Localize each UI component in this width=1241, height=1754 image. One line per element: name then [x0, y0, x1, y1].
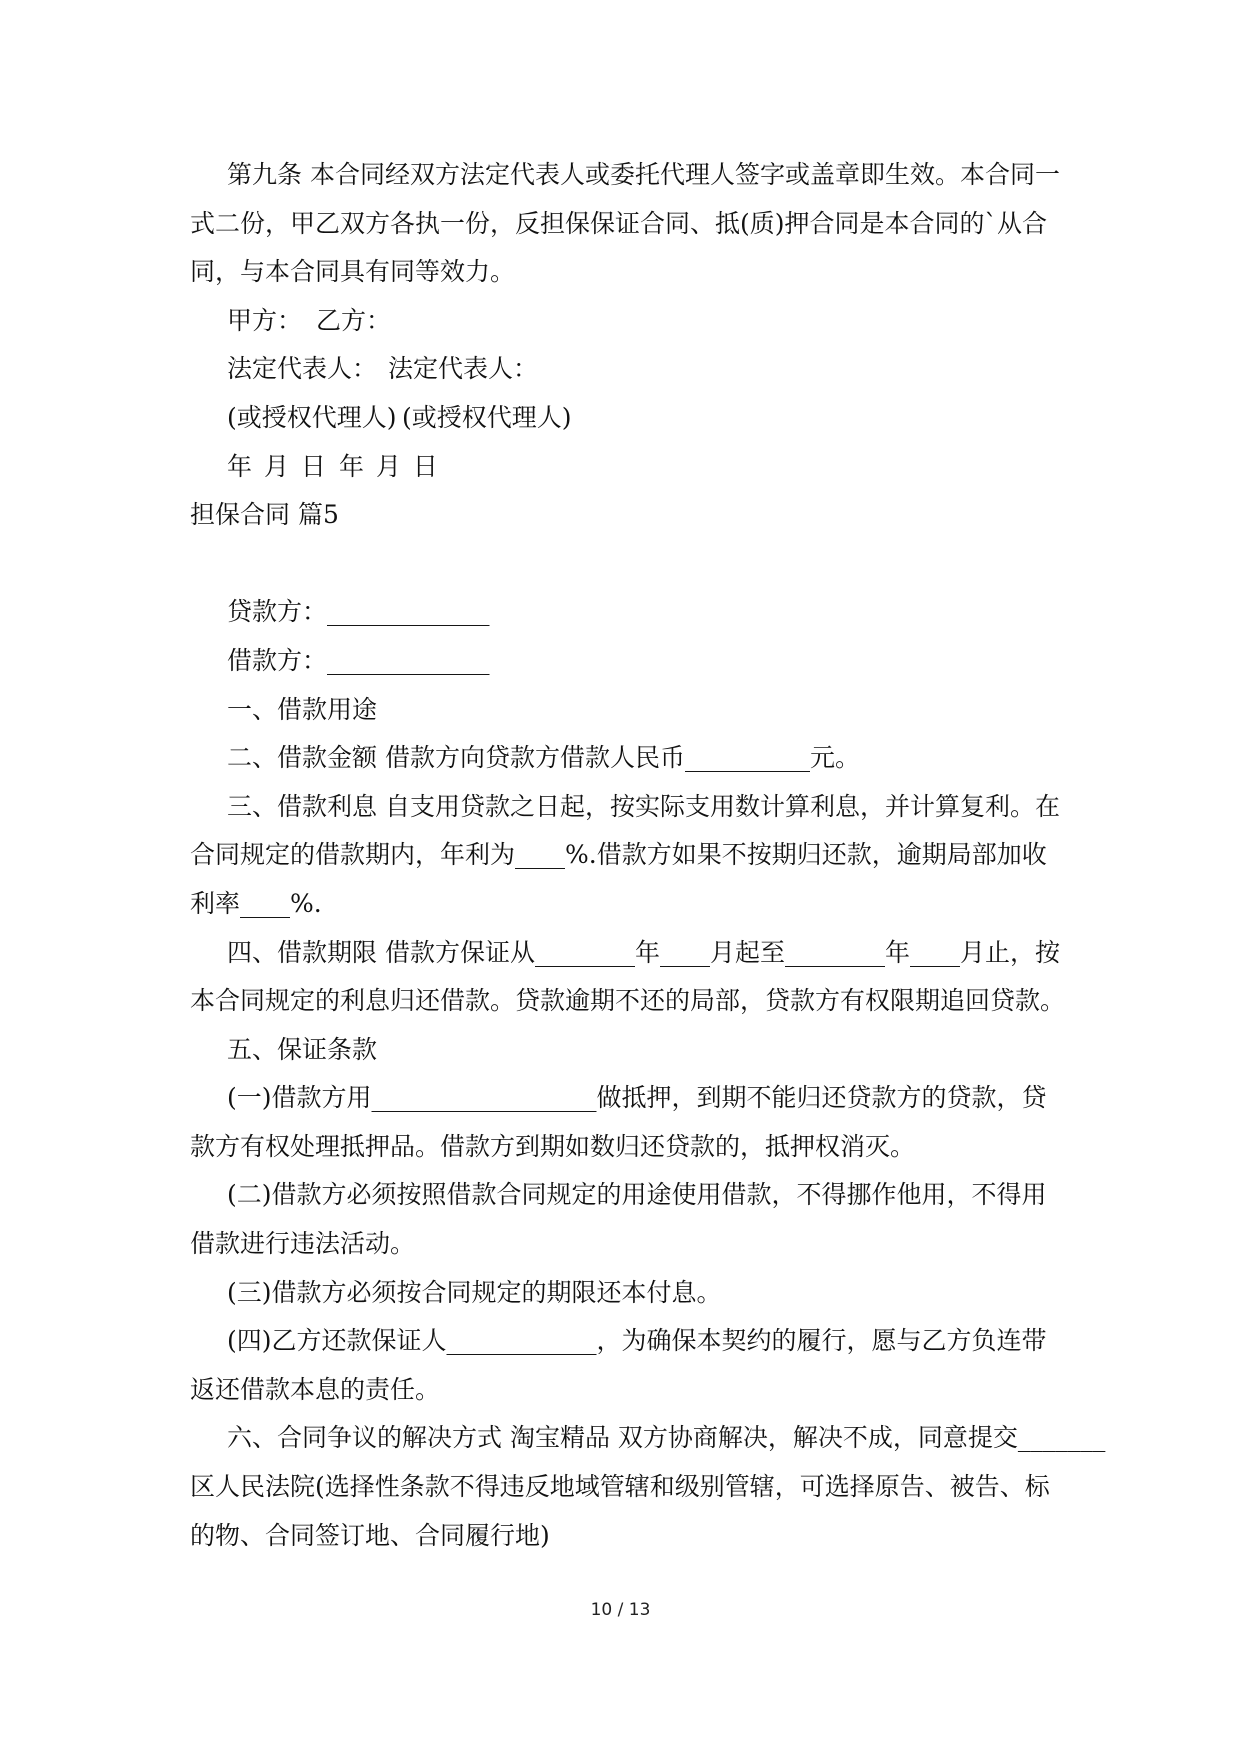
- guarantee-item-2-line-1: (二)借款方必须按照借款合同规定的用途使用借款，不得挪作他用，不得用: [227, 1180, 1047, 1210]
- lender-field: 贷款方：_____________: [227, 597, 490, 627]
- guarantee-item-1-line-2: 款方有权处理抵押品。借款方到期如数归还贷款的，抵押权消灭。: [190, 1131, 916, 1161]
- clause-9: [0, 151, 1241, 297]
- loan-contract-articles: [0, 686, 1241, 1561]
- page-content: [0, 151, 1241, 1560]
- agent-b-label: (或授权代理人): [402, 402, 572, 432]
- article-loan-purpose: 一、借款用途: [227, 694, 378, 724]
- guarantee-item-4: [0, 1317, 1241, 1414]
- guarantee-item-2: [0, 1171, 1241, 1268]
- guarantee-item-2-line-2: 借款进行违法活动。: [190, 1229, 416, 1259]
- party-a-label: 甲方：: [227, 305, 303, 335]
- clause-9-line-3: 同，与本合同具有同等效力。: [190, 257, 516, 287]
- guarantee-item-3: (三)借款方必须按合同规定的期限还本付息。: [227, 1277, 722, 1307]
- article-dispute-resolution-line-1: 六、合同争议的解决方式 淘宝精品 双方协商解决，解决不成，同意提交_______: [227, 1423, 1106, 1453]
- agent-a-label: (或授权代理人): [227, 402, 397, 432]
- signature-date-row: [0, 443, 1241, 492]
- date-a: 年 月 日: [227, 451, 326, 481]
- guarantee-item-4-line-2: 返还借款本息的责任。: [190, 1374, 441, 1404]
- signature-representative-row: [0, 345, 1241, 394]
- representative-b-label: 法定代表人：: [388, 354, 539, 384]
- article-loan-interest-line-2: 合同规定的借款期内，年利为____%.借款方如果不按期归还款，逾期局部加收: [190, 840, 1047, 870]
- signature-party-row: [0, 297, 1241, 346]
- guarantee-item-1: [0, 1074, 1241, 1171]
- article-dispute-resolution-line-2: 区人民法院(选择性条款不得违反地域管辖和级别管辖，可选择原告、被告、标: [190, 1472, 1050, 1502]
- blank-line: [0, 540, 1241, 589]
- article-loan-interest-line-1: 三、借款利息 自支用贷款之日起，按实际支用数计算利息，并计算复利。在: [227, 791, 1060, 821]
- party-b-label: 乙方：: [316, 305, 392, 335]
- article-dispute-resolution-line-3: 的物、合同签订地、合同履行地): [190, 1520, 550, 1550]
- article-loan-term: [0, 929, 1241, 1026]
- article-loan-interest-line-3: 利率____%.: [190, 888, 322, 918]
- clause-9-line-1: 第九条 本合同经双方法定代表人或委托代理人签字或盖章即生效。本合同一: [227, 160, 1060, 189]
- guarantee-item-1-line-1: (一)借款方用__________________做抵押，到期不能归还贷款方的贷款，贷: [227, 1083, 1047, 1113]
- article-loan-interest: [0, 783, 1241, 929]
- article-loan-term-line-1: 四、借款期限 借款方保证从________年____月起至________年____月止，按: [227, 937, 1060, 967]
- article-loan-amount: 二、借款金额 借款方向贷款方借款人民币__________元。: [227, 743, 860, 773]
- signature-agent-row: [0, 394, 1241, 443]
- clause-9-line-2: 式二份，甲乙双方各执一份，反担保保证合同、抵(质)押合同是本合同的`从合: [190, 208, 1048, 238]
- guarantee-item-4-line-1: (四)乙方还款保证人____________，为确保本契约的履行，愿与乙方负连带: [227, 1326, 1047, 1356]
- page-number: 10 / 13: [590, 1600, 651, 1620]
- signature-block: [0, 297, 1241, 491]
- article-guarantee-clauses: 五、保证条款: [227, 1034, 378, 1064]
- borrower-field: 借款方：_____________: [227, 645, 490, 675]
- article-dispute-resolution: [0, 1414, 1241, 1560]
- article-loan-term-line-2: 本合同规定的利息归还借款。贷款逾期不还的局部，贷款方有权限期追回贷款。: [190, 986, 1066, 1016]
- date-b: 年 月 日: [339, 451, 438, 481]
- section-heading: 担保合同 篇5: [190, 500, 339, 530]
- representative-a-label: 法定代表人：: [227, 354, 378, 384]
